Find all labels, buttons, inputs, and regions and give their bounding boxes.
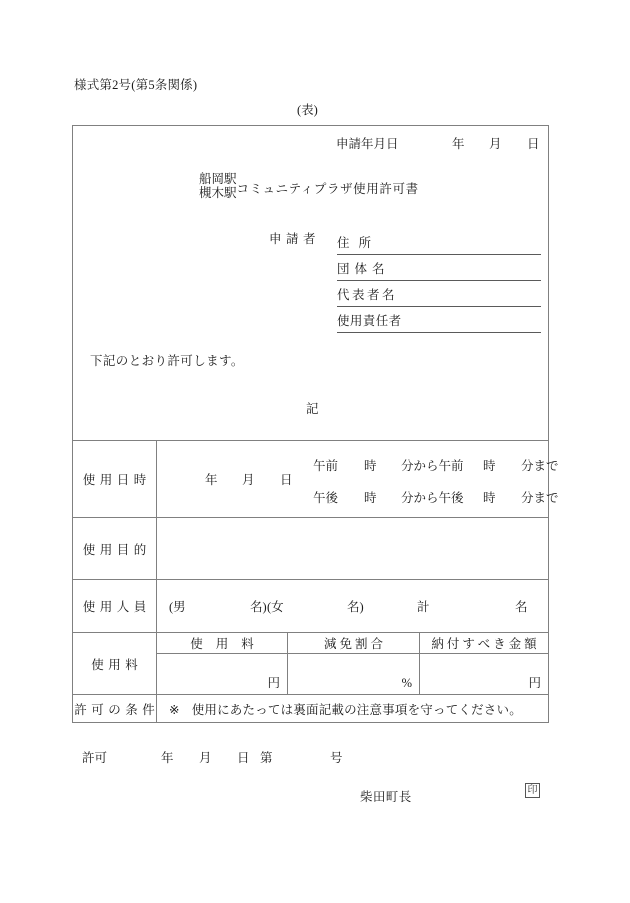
persons-male-label: (男 (169, 600, 186, 614)
row-label-use-datetime-text: 使用日時 (82, 473, 151, 487)
use-time-am-from: 分から午前 (401, 458, 464, 473)
fee-column-usage-unit: 円 (267, 676, 280, 690)
fee-column-payable-amount-header: 納付すべき金額 (420, 633, 548, 654)
permit-day: 日 (237, 751, 250, 765)
use-time-am-start-period: 午前 (313, 458, 339, 473)
row-label-use-purpose-text: 使用目的 (82, 542, 151, 557)
permit-number-suffix: 号 (330, 751, 343, 765)
permit-number-prefix: 第 (260, 751, 273, 765)
station-name-funaoka: 船岡駅 (199, 172, 237, 186)
row-body-permit-condition (157, 695, 548, 723)
permit-condition-sentence: 使用にあたっては裏面記載の注意事項を守ってください。 (191, 703, 522, 717)
fee-column-usage-header: 使用料 (157, 633, 287, 654)
persons-female-label: (女 (267, 600, 284, 614)
form-number-label: 様式第2号(第5条関係) (74, 78, 198, 92)
applicant-field-address-label: 住所 (337, 236, 381, 250)
table-row-use-persons (73, 579, 548, 632)
application-date-month: 月 (489, 137, 502, 151)
permit-form-frame (72, 125, 559, 723)
use-date-year: 年 (205, 473, 218, 487)
fee-column-reduction-rate[interactable] (288, 633, 420, 694)
application-date-label: 申請年月日 (336, 137, 399, 151)
permit-year: 年 (161, 751, 174, 765)
fee-grid (157, 633, 548, 694)
row-label-use-purpose (73, 518, 157, 579)
use-time-pm-until: 分まで (521, 490, 559, 505)
use-time-pm-start-hour: 時 (364, 490, 377, 505)
applicant-field-organization[interactable] (337, 255, 541, 281)
document-title-main: コミュニティプラザ使用許可書 (236, 182, 419, 196)
note-mark-icon: ※ (169, 703, 180, 717)
use-time-am-start-hour: 時 (364, 458, 377, 473)
row-label-use-persons-text: 使用人員 (82, 600, 151, 614)
table-row-use-purpose (73, 517, 548, 579)
applicant-field-address[interactable] (337, 229, 541, 255)
applicant-field-responsible-person-label: 使用責任者 (337, 314, 402, 328)
applicant-field-representative-label: 代表者名 (337, 288, 398, 302)
applicant-field-organization-label: 団体名 (337, 262, 390, 276)
persons-total-unit: 名 (515, 600, 528, 614)
applicant-field-list (337, 229, 541, 333)
use-time-pm-end-hour: 時 (483, 490, 496, 505)
fee-column-payable-amount-unit: 円 (528, 676, 541, 690)
permit-word: 許可 (82, 751, 108, 765)
table-row-fee (73, 632, 548, 694)
application-date-year: 年 (452, 137, 465, 151)
ki-mark: 記 (306, 402, 319, 416)
persons-total-label: 計 (417, 600, 430, 614)
row-label-fee-text: 使用料 (91, 657, 143, 672)
table-row-permit-condition (73, 694, 548, 723)
row-body-fee (157, 633, 548, 694)
upper-section (73, 126, 548, 440)
row-label-use-persons (73, 580, 157, 632)
application-date-row (73, 134, 548, 154)
use-time-am-end-hour: 時 (483, 458, 496, 473)
row-label-fee (73, 633, 157, 694)
table-row-use-datetime (73, 440, 559, 517)
use-time-pm-from: 分から午後 (401, 490, 464, 505)
use-time-am-until: 分まで (521, 458, 559, 473)
fee-column-payable-amount[interactable] (420, 633, 548, 694)
permit-condition-text (169, 700, 522, 718)
permit-month: 月 (199, 751, 212, 765)
row-body-use-persons[interactable] (157, 580, 548, 632)
use-date-day: 日 (280, 473, 293, 487)
fee-column-usage[interactable] (157, 633, 288, 694)
persons-female-unit: 名) (347, 600, 364, 614)
persons-male-unit: 名) (250, 600, 267, 614)
permit-statement: 下記のとおり許可します。 (90, 354, 244, 368)
row-body-use-purpose[interactable] (157, 518, 548, 579)
applicant-field-representative[interactable] (337, 281, 541, 307)
applicant-field-responsible-person[interactable] (337, 307, 541, 333)
mayor-title: 柴田町長 (360, 790, 412, 804)
station-name-tsukinoki: 槻木駅 (199, 186, 237, 200)
use-time-pm-start-period: 午後 (313, 490, 339, 505)
row-label-use-datetime (73, 441, 157, 517)
row-label-permit-condition-text: 許可の条件 (74, 703, 160, 717)
fee-column-reduction-rate-unit: % (401, 676, 412, 690)
applicant-heading: 申請者 (269, 232, 321, 246)
row-body-use-datetime[interactable] (157, 441, 559, 517)
application-date-day: 日 (527, 137, 540, 151)
document-title (199, 170, 419, 198)
seal-stamp-icon: 印 (525, 783, 540, 798)
station-names (199, 172, 237, 200)
row-label-permit-condition (73, 695, 160, 723)
front-side-label: (表) (297, 103, 318, 117)
fee-column-reduction-rate-header: 減免割合 (288, 633, 419, 654)
use-date-month: 月 (242, 473, 255, 487)
